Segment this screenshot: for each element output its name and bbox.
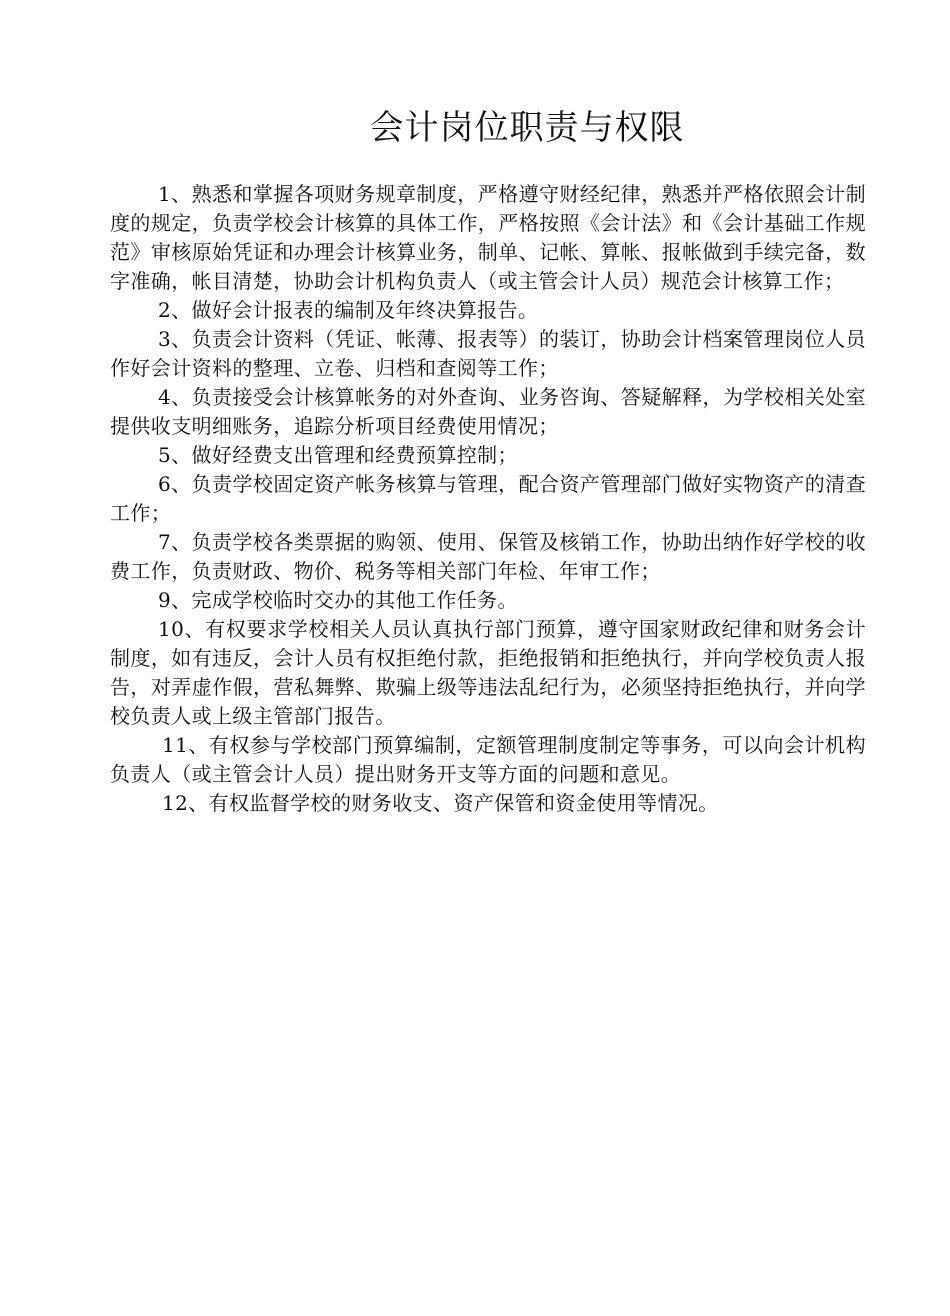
paragraph-duty-6: 6、负责学校固定资产帐务核算与管理，配合资产管理部门做好实物资产的清查工作；: [110, 472, 866, 525]
paragraph-duty-5: 5、做好经费支出管理和经费预算控制；: [158, 443, 518, 467]
document-title: 会计岗位职责与权限: [369, 108, 685, 148]
paragraph-duty-4: 4、负责接受会计核算帐务的对外查询、业务咨询、答疑解释，为学校相关处室提供收支明细账务，追踪分析项目经费使用情况；: [110, 385, 866, 438]
paragraph-authority-11: 11、有权参与学校部门预算编制，定额管理制度制定等事务，可以向会计机构负责人（或主管会计人员）提出财务开支等方面的问题和意见。: [110, 733, 866, 786]
paragraph-duty-1: 1、熟悉和掌握各项财务规章制度，严格遵守财经纪律，熟悉并严格依照会计制度的规定，负责学校会计核算的具体工作，严格按照《会计法》和《会计基础工作规范》审核原始凭证和办理会计核算业务，制单、记帐、算帐、报帐做到手续完备，数字准确，帐目清楚，协助会计机构负责人（或主管会计人员）规范会计核算工作；: [110, 182, 866, 293]
paragraph-duty-9: 9、完成学校临时交办的其他工作任务。: [158, 588, 518, 612]
paragraph-duty-3: 3、负责会计资料（凭证、帐薄、报表等）的装订，协助会计档案管理岗位人员作好会计资料的整理、立卷、归档和查阅等工作；: [110, 327, 866, 380]
paragraph-duty-2: 2、做好会计报表的编制及年终决算报告。: [158, 298, 539, 322]
document-body: [110, 180, 866, 818]
paragraph-duty-7: 7、负责学校各类票据的购领、使用、保管及核销工作，协助出纳作好学校的收费工作，负责财政、物价、税务等相关部门年检、年审工作；: [110, 530, 866, 583]
paragraph-authority-10: 10、有权要求学校相关人员认真执行部门预算，遵守国家财政纪律和财务会计制度，如有违反，会计人员有权拒绝付款，拒绝报销和拒绝执行，并向学校负责人报告，对弄虚作假，营私舞弊、欺骗上级等违法乱纪行为，必须坚持拒绝执行，并向学校负责人或上级主管部门报告。: [110, 617, 866, 728]
paragraph-authority-12: 12、有权监督学校的财务收支、资产保管和资金使用等情况。: [162, 791, 719, 815]
